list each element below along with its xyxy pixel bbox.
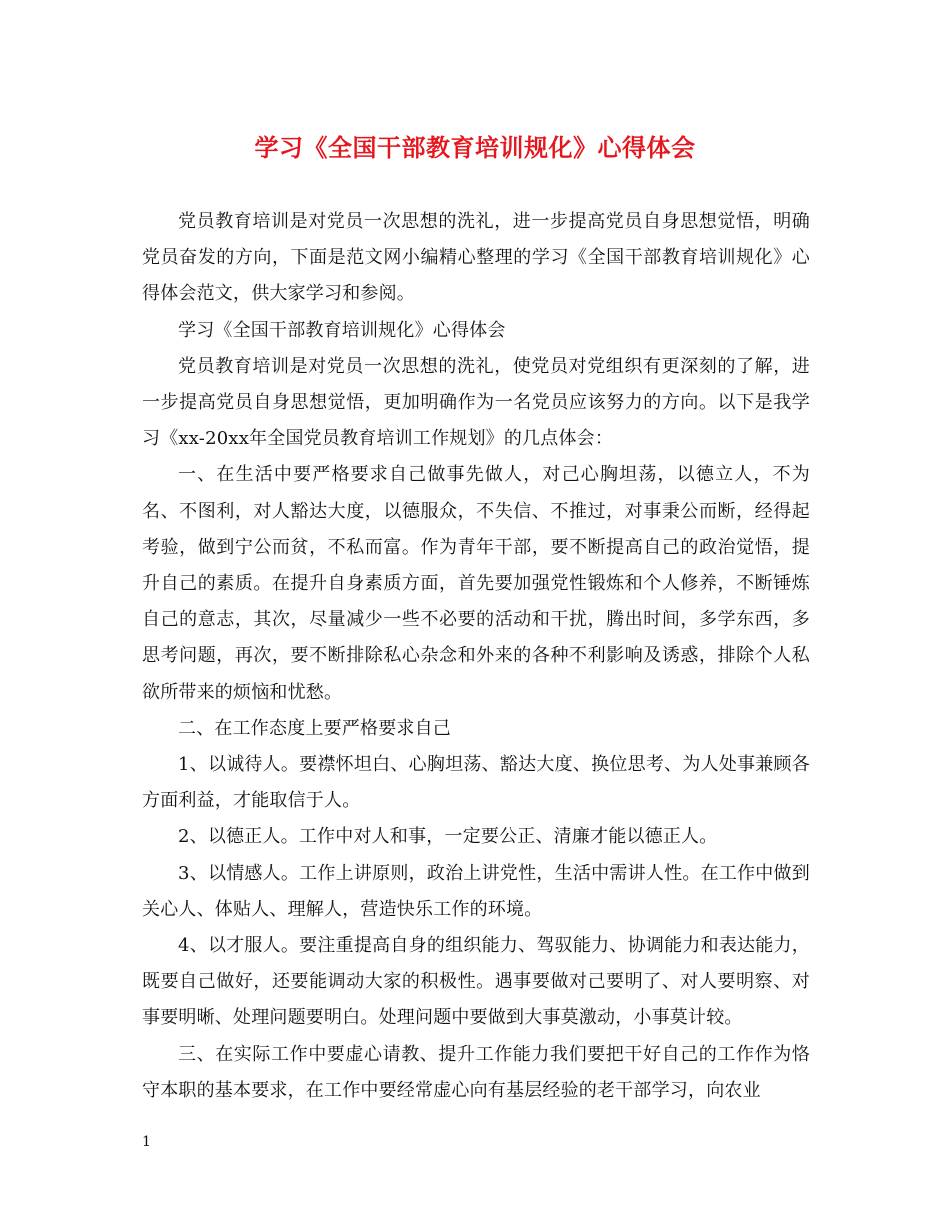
paragraph-subtitle: 学习《全国干部教育培训规化》心得体会 <box>178 319 506 341</box>
paragraph-opening: 党员教育培训是对党员一次思想的洗礼，使党员对党组织有更深刻的了解，进一步提高党员自身思想觉悟，更加明确作为一名党员应该努力的方向。以下是我学习《xx-20xx年全国党员教育培训工作规划》的几点体会： <box>142 355 810 450</box>
paragraph-section-two-heading: 二、在工作态度上要严格要求自己 <box>178 717 451 739</box>
paragraph-section-one: 一、在生活中要严格要求自己做事先做人，对己心胸坦荡，以德立人，不为名、不图利，对人豁达大度，以德服众，不失信、不推过，对事秉公而断，经得起考验，做到宁公而贫，不私而富。作为青年干部，要不断提高自己的政治觉悟，提升自己的素质。在提升自身素质方面，首先要加强党性锻炼和个人修养，不断锤炼自己的意志，其次，尽量减少一些不必要的活动和干扰，腾出时间，多学东西，多思考问题，再次，要不断排除私心杂念和外来的各种不利影响及诱惑，排除个人私欲所带来的烦恼和忧愁。 <box>142 464 810 703</box>
paragraph-item-1: 1、以诚待人。要襟怀坦白、心胸坦荡、豁达大度、换位思考、为人处事兼顾各方面利益，才能取信于人。 <box>142 754 810 812</box>
paragraph-item-3: 3、以情感人。工作上讲原则，政治上讲党性，生活中需讲人性。在工作中做到关心人、体贴人、理解人，营造快乐工作的环境。 <box>142 862 810 920</box>
document-title: 学习《全国干部教育培训规化》心得体会 <box>254 133 696 162</box>
page-number: 1 <box>142 1134 151 1150</box>
paragraph-item-4: 4、以才服人。要注重提高自身的组织能力、驾驭能力、协调能力和表达能力，既要自己做好，还要能调动大家的积极性。遇事要做对己要明了、对人要明察、对事要明晰、处理问题要明白。处理问题中要做到大事莫激动，小事莫计较。 <box>142 935 810 1029</box>
paragraph-item-2: 2、以德正人。工作中对人和事，一定要公正、清廉才能以德正人。 <box>178 826 718 848</box>
paragraph-intro: 党员教育培训是对党员一次思想的洗礼，进一步提高党员自身思想觉悟，明确党员奋发的方向，下面是范文网小编精心整理的学习《全国干部教育培训规化》心得体会范文，供大家学习和参阅。 <box>142 211 810 305</box>
document-body <box>142 204 810 1109</box>
paragraph-section-three: 三、在实际工作中要虚心请教、提升工作能力我们要把干好自己的工作作为恪守本职的基本要求，在工作中要经常虚心向有基层经验的老干部学习，向农业 <box>142 1043 810 1101</box>
